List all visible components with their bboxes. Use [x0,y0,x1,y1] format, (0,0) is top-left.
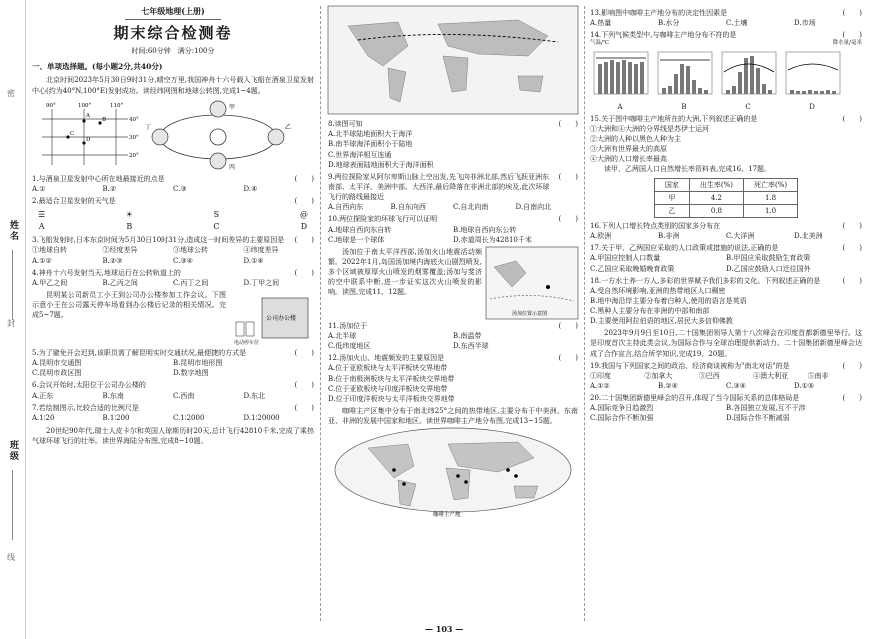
question-text: 8.读图可知 [328,120,363,129]
options [590,371,862,391]
column-2 [328,6,578,621]
options [328,129,578,170]
seal-char: 封 [7,319,15,328]
weather-symbols [32,209,314,232]
map-caption: 汤加位置示意图 [512,310,548,317]
question-15 [590,114,862,124]
typhoon-icon: @ [299,210,308,220]
option[interactable]: C.黑种人主要分布在非洲的中部和南部 [590,307,710,316]
option-letter: B [126,221,133,231]
question-text: 5.为了避免开会迟到,该职员需了解昆明实时交通状况,最便捷的方式是 [32,348,247,357]
option[interactable] [300,209,308,232]
options [328,363,578,404]
climate-axis-labels [590,40,862,48]
option[interactable]: A.①② [32,256,52,265]
question-16 [590,221,862,231]
question-20 [590,393,862,403]
answer-blank[interactable]: ( ) [842,276,862,285]
option-letter: C [213,221,220,231]
question-14 [590,30,862,40]
answer-blank[interactable]: ( ) [294,196,314,205]
column-divider [320,6,321,621]
exam-time: 时间:60分钟 满分:100分 [131,47,215,56]
table-row [654,204,797,217]
table-cell: 甲 [654,191,689,204]
options [590,403,862,423]
option[interactable]: C.世界海洋相互连通 [328,150,392,159]
page-number: — 103 — [425,624,464,634]
sandstorm-icon: S [213,210,220,220]
answer-blank[interactable]: ( ) [294,403,314,412]
option[interactable]: C.乙国应采取晚婚晚育政策 [590,264,675,273]
answer-blank[interactable]: ( ) [294,236,314,245]
option[interactable]: D.①⑤ [794,382,815,391]
option[interactable]: D.北美洲 [794,232,823,241]
seal-char: 密 [7,89,15,98]
question-text: 19.我国与下列国家之间的政治、经济商谈被称为"南北对话"的是 [590,361,790,370]
options [32,413,314,423]
option[interactable]: B.南温带 [453,331,482,340]
options [32,391,314,401]
option[interactable]: B.昆明市地形图 [173,359,223,368]
climate-chart [718,50,778,98]
options [590,231,862,241]
option[interactable]: C.低纬度地区 [328,342,371,351]
option[interactable]: D.数字地图 [173,369,209,378]
name-label: 姓名 [8,220,19,242]
option[interactable]: A.正东 [32,391,54,400]
question-9 [328,172,578,202]
option[interactable]: A.①② [590,382,610,391]
grid-label: 90° [46,102,56,109]
option[interactable] [782,50,842,111]
grid-label: 40° [129,116,139,123]
question-text: 15.关于图中咖啡主产地所在的大洲,下列叙述正确的是 [590,114,758,123]
map-legend: 咖啡主产地 [433,512,461,519]
question-text: 16.下列人口增长特点类别的国家多分布在 [590,221,721,230]
intro-passage: 汤加位于南太平洋西部,汤加火山地震活动频繁。2022年1月,岛国汤加境内海底火山剧烈喷发,多个区域被厚厚火山喷发的烟雾覆盖;汤加与斐济的空中联系中断,进一步证实这次火山喷发的影响。读图,完成11、12题。 [328,247,482,297]
table-cell: 0.8 [689,204,743,217]
option[interactable]: ②大洲的人种以黑色人种为主 [590,134,681,143]
option[interactable]: B.位于南极洲板块与太平洋板块交界地带 [328,374,455,383]
answer-blank[interactable]: ( ) [842,361,862,370]
statement: ④澳大利亚 [753,371,789,380]
options [590,18,862,28]
question-10 [328,214,578,224]
option[interactable]: A.地球自西向东自转 [328,225,392,234]
question-5 [32,348,314,358]
statement: ①印度 [590,371,611,380]
answer-blank[interactable]: ( ) [558,354,578,363]
option[interactable]: ④大洲的人口增长率最高 [590,155,667,164]
option-letter: D [300,221,308,231]
question-text: 12.汤加火山、地震频发的主要原因是 [328,354,445,363]
question-text: 18.一方水土养一方人,多彩的世界赋予我们多彩的文化。下列叙述正确的是 [590,276,821,285]
table-header: 出生率(%) [689,178,743,191]
question-1 [32,174,314,184]
question-text: 17.关于甲、乙两国应采取的人口政策或措施的说法,正确的是 [590,244,779,253]
question-text: 6.会议开始时,太阳位于公司办公楼的 [32,381,146,390]
grid-point: C [70,130,75,137]
option[interactable]: C.昆明市政区图 [32,369,82,378]
passage-with-map [328,247,578,319]
answer-blank[interactable]: ( ) [842,31,862,40]
office-building-figure [232,290,314,346]
option[interactable]: C.1∶2000 [173,413,205,422]
question-text: 20.二十国集团新德里峰会的召开,体现了当今国际关系的总体格局是 [590,394,800,403]
option[interactable]: B.地中海沿岸主要分布着白种人,使用的语言是英语 [590,296,747,305]
figure-grid-and-orbit [32,99,314,171]
question-text: 4.神舟十六号发射当天,地球运行在公转轨道上的 [32,268,181,277]
option[interactable]: B.②③ [102,256,123,265]
options [32,358,314,378]
question-18 [590,276,862,286]
option[interactable]: B.② [102,184,117,193]
option-letter: A [617,102,623,111]
table-cell: 1.8 [744,191,798,204]
options [32,278,314,288]
option[interactable]: C.西南 [173,391,195,400]
option[interactable]: C.自北向南 [453,203,489,212]
option[interactable]: D.①④ [243,256,264,265]
intro-passage: 昆明某公司新员工小王到公司办公楼参加工作会议。下图示意小王在公司露天停车场看到办公楼后记录的相关情况。完成5~7题。 [32,290,226,320]
answer-blank[interactable]: ( ) [294,174,314,183]
option[interactable]: B.②④ [658,382,678,391]
option[interactable]: C.③ [173,184,187,193]
statement: ②经度差异 [102,246,138,255]
question-3 [32,235,314,245]
option[interactable]: A.国际竞争日趋激烈 [590,404,654,413]
climate-chart [782,50,842,98]
question-text: 2.最适合卫星发射的天气是 [32,196,116,205]
table-cell: 4.2 [689,191,743,204]
column-divider [584,6,585,621]
options [32,184,314,194]
column-1 [32,6,314,621]
sunny-icon: ☀ [125,210,133,220]
option-letter: B [681,102,687,111]
option[interactable]: B.1∶200 [102,413,130,422]
statement: ②加拿大 [644,371,673,380]
fog-icon: ☰ [38,210,46,220]
option[interactable] [38,209,45,232]
option[interactable]: B.南半球海洋面积小于陆地 [328,140,413,149]
question-text: 3.飞船发射时,日本东京时间为5月30日10时31分,造成这一时间差异的主要原因是 [32,236,285,245]
table-row [654,191,797,204]
passage-with-figure [32,290,314,346]
name-field[interactable] [12,250,13,320]
legend-label: 电动停车位 [234,339,260,346]
option[interactable]: C.丙丁之间 [173,278,209,287]
question-8 [328,119,578,129]
building-label: 公司办公楼 [266,314,297,322]
option[interactable]: C.③④ [173,256,193,265]
statement: ①地球自转 [32,246,67,255]
grid-point: D [86,136,91,143]
option[interactable]: ③大洲有世界最大的高原 [590,145,667,154]
question-text: 13.影响图中咖啡主产地分布的决定性因素是 [590,9,728,17]
answer-blank[interactable]: ( ) [294,348,314,357]
tonga-location-map [486,247,578,319]
option[interactable]: D.东北 [243,391,266,400]
option[interactable]: D.主要使用阿拉伯语的地区,居民大多信仰佛教 [590,317,733,326]
question-text: 14.下列气候类型中,与咖啡主产地分布不符的是 [590,31,737,40]
seal-char: 线 [7,553,15,562]
world-land-sea-map [328,6,578,114]
climate-charts [590,50,862,111]
intro-passage: 2023年9月9日至10日,二十国集团领导人第十八次峰会在印度首都新德里举行。这是印度首次主持此类会议,为国际合作与全球治理提供新动力。二十国集团新德里峰会达成了合作宣言,结合所学知识,完成19、20题。 [590,329,862,358]
option[interactable]: B.水分 [658,19,680,28]
option[interactable]: A.位于亚欧板块与太平洋板块交界地带 [328,364,448,373]
option-letter: A [38,221,45,231]
lat-lon-grid-figure [32,101,137,169]
orbit-label: 丙 [229,163,236,171]
question-text: 11.汤加位于 [328,321,368,330]
option[interactable] [590,50,650,111]
option[interactable]: ①大洲和④大洲的分界线是苏伊士运河 [590,124,709,133]
option[interactable]: A.① [32,184,46,193]
option[interactable]: B.乙丙之间 [102,278,138,287]
class-label: 班级 [8,440,19,462]
options [32,245,314,265]
climate-chart [654,50,714,98]
option[interactable]: D.位于印度洋板块与太平洋板块交界地带 [328,394,455,403]
question-17 [590,243,862,253]
option[interactable]: D.地球表面陆地面积大于海洋面积 [328,160,434,169]
question-text: 1.与酒泉卫星发射中心所在地最接近的点是 [32,174,165,183]
option-letter: C [745,102,751,111]
question-2 [32,196,314,206]
option[interactable]: D.自南向北 [515,203,552,212]
options [590,286,862,327]
section-heading: 一、单项选择题。(每小题2分,共40分) [32,62,163,72]
option[interactable]: D.④ [243,184,258,193]
grid-label: 30° [129,134,139,141]
question-13 [590,8,862,18]
question-text: 9.两位探险家从阿尔卑斯山脉上空出发,先飞向非洲北部,然后飞跃亚洲东南部、太平洋、美洲中部、大西洋,最后降落在非洲北部的埃及,此次环球飞行的路线最接近 [328,172,550,202]
answer-blank[interactable]: ( ) [558,321,578,330]
options [328,202,578,212]
column-3 [590,6,862,621]
option[interactable]: C.③④ [726,382,746,391]
answer-blank[interactable]: ( ) [842,114,862,123]
option[interactable] [718,50,778,111]
table-header: 国家 [654,178,689,191]
option[interactable]: B.东南 [102,391,124,400]
statement: ⑤南非 [807,371,829,380]
answer-blank[interactable]: ( ) [558,172,578,181]
option[interactable]: D.1∶20000 [243,413,280,422]
table-cell: 1.0 [744,204,798,217]
option[interactable]: C.位于亚欧板块与印度洋板块交界地带 [328,384,448,393]
option[interactable]: B.甲国应采取鼓励生育政策 [726,254,811,263]
axis-label: 降水量/毫米 [832,40,862,47]
answer-blank[interactable]: ( ) [558,120,578,129]
option[interactable] [213,209,219,232]
intro-passage: 20世纪90年代,瑞士人皮卡尔和英国人琼斯历时20天,总计飞行42810千米,完成了乘热气球环球飞行的壮举。读世界海陆分布图,完成8~10题。 [32,426,314,446]
grid-label: 100° [78,102,92,109]
option[interactable]: C.土壤 [726,19,748,28]
option[interactable]: A.欧洲 [590,232,612,241]
option-letter: D [809,102,815,111]
option[interactable]: A.北半球 [328,331,357,340]
table-cell: 乙 [654,204,689,217]
option[interactable]: A.热量 [590,19,612,28]
answer-blank[interactable]: ( ) [842,9,862,17]
option[interactable]: B.各国独立发展,互不干涉 [726,404,806,413]
answer-blank[interactable]: ( ) [294,381,314,390]
climate-chart [590,50,650,98]
answer-blank[interactable]: ( ) [558,215,578,224]
option[interactable]: B.非洲 [658,232,680,241]
intro-passage: 咖啡主产区集中分布于南北纬25°之间的热带地区,主要分布于中美洲、东南亚、非洲的发展中国家和地区。读世界咖啡主产地分布图,完成13~15题。 [328,406,578,426]
coffee-production-map [328,426,578,518]
option[interactable]: A.甲乙之间 [32,278,68,287]
axis-label: 气温/℃ [590,40,610,47]
option[interactable] [654,50,714,111]
statement: ③巴西 [698,371,720,380]
orbit-label: 丁 [145,123,152,131]
grid-label: 20° [129,152,139,159]
class-field[interactable] [12,470,13,540]
intro-passage: 北京时间2023年5月30日9时31分,晴空万里,我国神舟十六号载人飞船在酒泉卫星发射中心(约为40°N,100°E)发射成功。读经纬网图和地球公转图,完成1~4题。 [32,76,314,95]
orbit-label: 乙 [285,123,292,131]
question-19 [590,361,862,371]
option[interactable]: D.东西半球 [453,342,489,351]
option[interactable]: D.市场 [794,19,816,28]
option[interactable]: B.自东向西 [390,203,426,212]
statement: ④纬度差异 [243,246,279,255]
option[interactable]: A.北半球陆地面积大于海洋 [328,130,413,139]
answer-blank[interactable]: ( ) [842,394,862,403]
earth-orbit-figure [143,99,293,171]
grid-point: A [86,112,90,119]
intro-passage: 读甲、乙两国人口自然增长率资料表,完成16、17题。 [604,165,772,174]
exam-title: 期末综合检测卷 [113,23,233,42]
option[interactable]: C.国际合作不断加强 [590,414,654,423]
options [328,331,578,351]
grid-label: 110° [110,102,124,109]
option[interactable]: A.甲国应控制人口数量 [590,254,661,263]
option[interactable]: D.国际合作不断减弱 [726,414,790,423]
binding-margin [0,0,26,639]
grade-label: 七年级地理(上册) [125,6,221,20]
orbit-label: 甲 [229,103,236,111]
option[interactable]: A.1∶20 [32,413,55,422]
question-text: 7.若绘制图示,比较合适的比例尺是 [32,403,139,412]
question-11 [328,321,578,331]
option[interactable]: D.赤道周长为42810千米 [453,235,532,244]
options [590,253,862,273]
question-7 [32,403,314,413]
table-header: 死亡率(%) [744,178,798,191]
option[interactable]: D.丁甲之间 [243,278,280,287]
question-4 [32,268,314,278]
question-text: 10.两位探险家的环球飞行可以证明 [328,215,438,224]
answer-blank[interactable]: ( ) [842,244,862,253]
question-12 [328,353,578,363]
option[interactable] [126,209,133,232]
option[interactable]: D.乙国应鼓励人口迁往国外 [726,264,811,273]
answer-blank[interactable]: ( ) [842,221,862,230]
option[interactable]: C.地球是一个球体 [328,235,385,244]
grid-point: B [102,116,107,123]
answer-blank[interactable]: ( ) [294,268,314,277]
options [328,225,578,245]
population-table [654,178,798,218]
option[interactable]: C.大洋洲 [726,232,755,241]
option[interactable]: A.自西向东 [328,203,364,212]
option[interactable]: A.昆明市交通图 [32,359,82,368]
options [590,124,862,165]
question-6 [32,380,314,390]
option[interactable]: B.地球自西向东公转 [453,225,517,234]
option[interactable]: A.受自然环境影响,亚洲的热带地区人口稠密 [590,286,726,295]
statement: ③地球公转 [173,246,208,255]
